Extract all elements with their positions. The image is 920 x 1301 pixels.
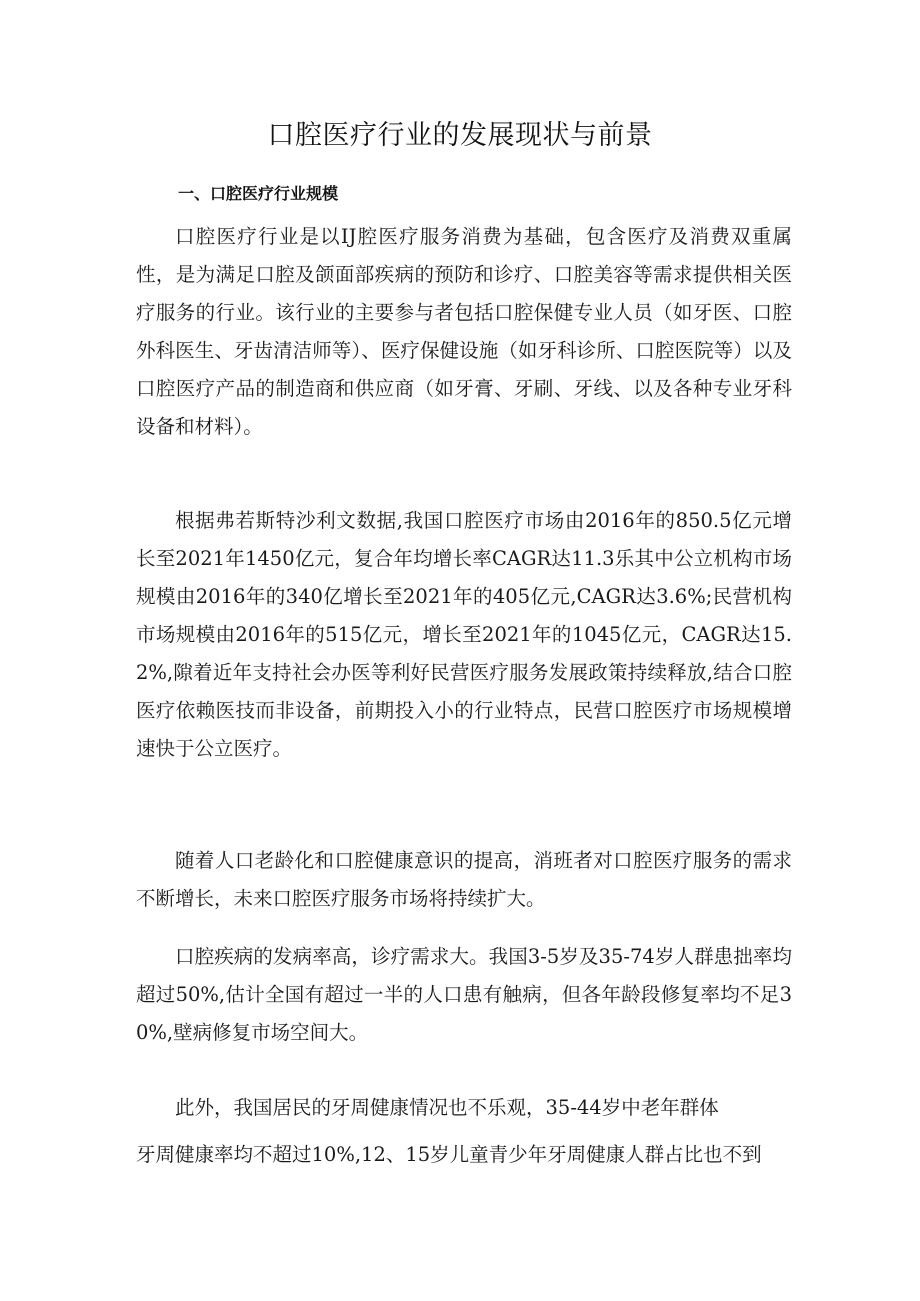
document-title: 口腔医疗行业的发展现状与前景	[267, 120, 653, 151]
section-heading: 一、口腔医疗行业规模	[178, 184, 339, 203]
paragraph-market-size: 根据弗若斯特沙利文数据,我国口腔医疗市场由2016年的850.5亿元增长至2021年1450亿元，复合年均增长率CAGR达11.3乐其中公立机构市场规模由2016年的340亿增长至2021年的405亿元,CAGR达3.6%;民营机构市场规模由2016年的515亿元，增长至2021年的1045亿元，CAGR达15.2%,隙着近年支持社会办医等利好民营医疗服务发展政策持续释放,结合口腔医疗依赖医技而非设备，前期投入小的行业特点，民营口腔医疗市场规模增速快于公立医疗。	[136, 509, 792, 760]
paragraph-disease-incidence: 口腔疾病的发病率高，诊疗需求大。我国3-5岁及35-74岁人群患拙率均超过50%,估计全国有超过一半的人口患有触病，但各年龄段修复率均不足30%,壁病修复市场空间大。	[136, 945, 792, 1044]
paragraph-periodontal-line1: 此外，我国居民的牙周健康情况也不乐观，35-44岁中老年群体	[175, 1096, 719, 1119]
paragraph-industry-definition: 口腔医疗行业是以IJ腔医疗服务消费为基础，包含医疗及消费双重属性，是为满足口腔及颌面部疾病的预防和诊疗、口腔美容等需求提供相关医疗服务的行业。该行业的主要参与者包括口腔保健专业人员（如牙医、口腔外科医生、牙齿清洁师等）、医疗保健设施（如牙科诊所、口腔医院等）以及口腔医疗产品的制造商和供应商（如牙膏、牙刷、牙线、以及各种专业牙科设备和材料）。	[136, 225, 792, 438]
paragraph-demand-growth: 随着人口老龄化和口腔健康意识的提高，消班者对口腔医疗服务的需求不断增长，未来口腔医疗服务市场将持续扩大。	[136, 849, 792, 910]
paragraph-periodontal-line2: 牙周健康率均不超过10%,12、15岁儿童青少年牙周健康人群占比也不到	[136, 1143, 762, 1166]
